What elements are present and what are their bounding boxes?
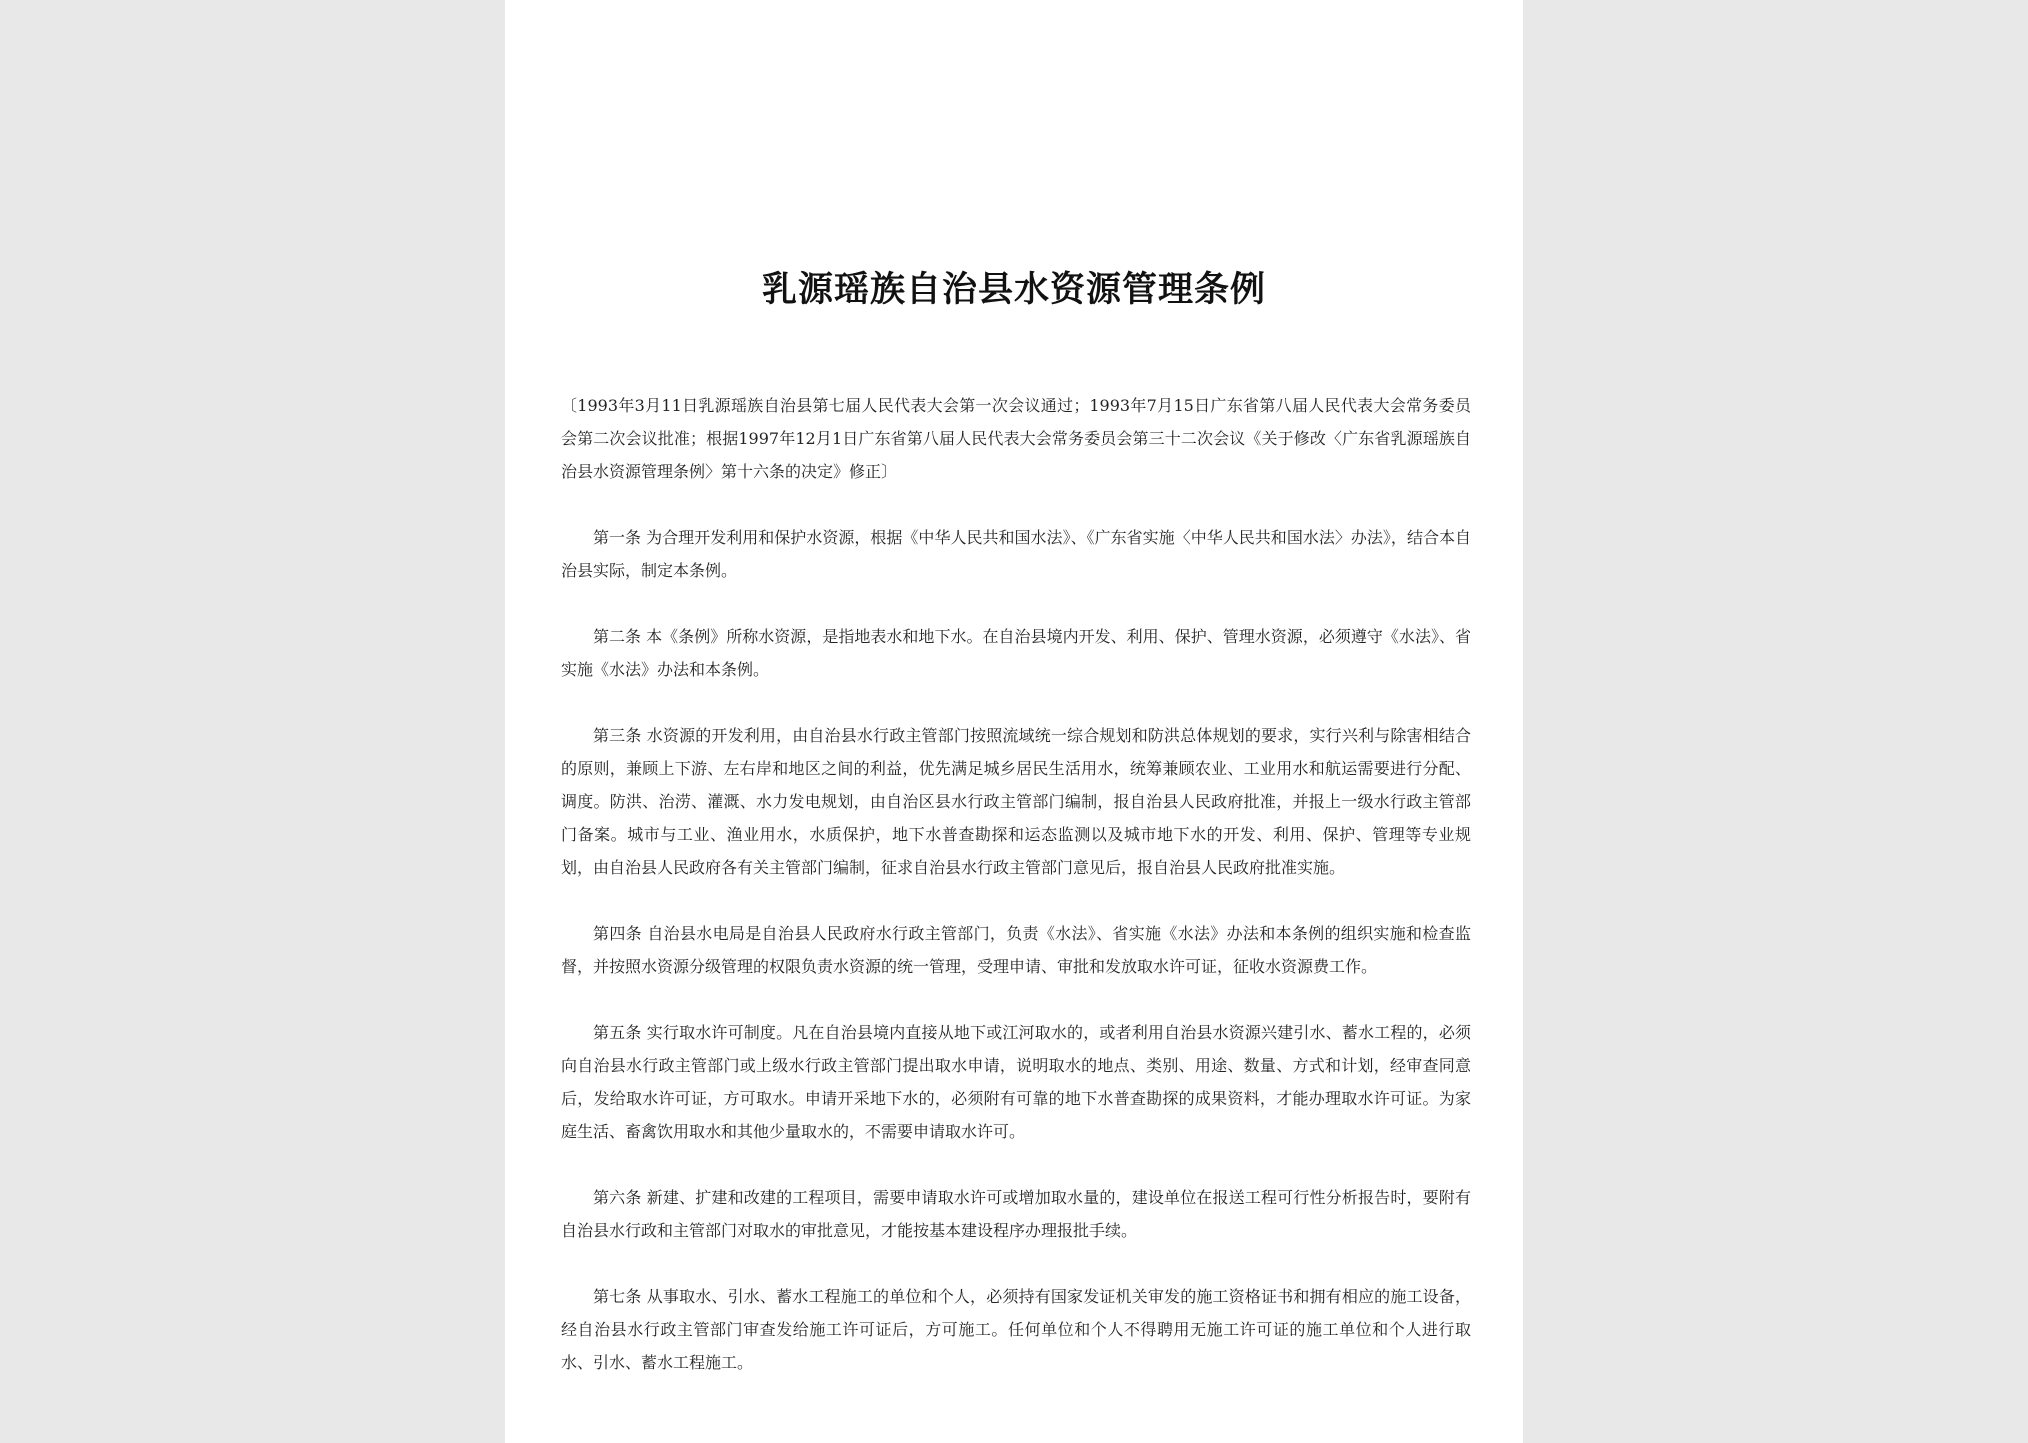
article-3: 第三条 水资源的开发利用，由自治县水行政主管部门按照流域统一综合规划和防洪总体规划的要求，实行兴利与除害相结合的原则，兼顾上下游、左右岸和地区之间的利益，优先满足城乡居民生活用水，统筹兼顾农业、工业用水和航运需要进行分配、调度。防洪、治涝、灌溉、水力发电规划，由自治区县水行政主管部门编制，报自治县人民政府批准，并报上一级水行政主管部门备案。城市与工业、渔业用水，水质保护，地下水普查勘探和运态监测以及城市地下水的开发、利用、保护、管理等专业规划，由自治县人民政府各有关主管部门编制，征求自治县水行政主管部门意见后，报自治县人民政府批准实施。 [561, 726, 1471, 877]
document-body [561, 389, 1471, 1412]
preamble: 〔1993年3月11日乳源瑶族自治县第七届人民代表大会第一次会议通过；1993年7月15日广东省第八届人民代表大会常务委员会第二次会议批准；根据1997年12月1日广东省第八届人民代表大会常务委员会第三十二次会议《关于修改〈广东省乳源瑶族自治县水资源管理条例〉第十六条的决定》修正〕 [561, 396, 1471, 481]
article-2: 第二条 本《条例》所称水资源，是指地表水和地下水。在自治县境内开发、利用、保护、管理水资源，必须遵守《水法》、省实施《水法》办法和本条例。 [561, 627, 1471, 679]
document-title: 乳源瑶族自治县水资源管理条例 [761, 270, 1266, 310]
article-5: 第五条 实行取水许可制度。凡在自治县境内直接从地下或江河取水的，或者利用自治县水资源兴建引水、蓄水工程的，必须向自治县水行政主管部门或上级水行政主管部门提出取水申请，说明取水的地点、类别、用途、数量、方式和计划，经审查同意后，发给取水许可证，方可取水。申请开采地下水的，必须附有可靠的地下水普查勘探的成果资料，才能办理取水许可证。为家庭生活、畜禽饮用取水和其他少量取水的，不需要申请取水许可。 [561, 1023, 1471, 1141]
article-6: 第六条 新建、扩建和改建的工程项目，需要申请取水许可或增加取水量的，建设单位在报送工程可行性分析报告时，要附有自治县水行政和主管部门对取水的审批意见，才能按基本建设程序办理报批手续。 [561, 1188, 1471, 1240]
article-1: 第一条 为合理开发利用和保护水资源，根据《中华人民共和国水法》、《广东省实施〈中华人民共和国水法〉办法》，结合本自治县实际，制定本条例。 [561, 528, 1471, 580]
document-page [505, 0, 1523, 1443]
article-7: 第七条 从事取水、引水、蓄水工程施工的单位和个人，必须持有国家发证机关审发的施工资格证书和拥有相应的施工设备，经自治县水行政主管部门审查发给施工许可证后，方可施工。任何单位和个人不得聘用无施工许可证的施工单位和个人进行取水、引水、蓄水工程施工。 [561, 1287, 1471, 1372]
article-4: 第四条 自治县水电局是自治县人民政府水行政主管部门，负责《水法》、省实施《水法》办法和本条例的组织实施和检查监督，并按照水资源分级管理的权限负责水资源的统一管理，受理申请、审批和发放取水许可证，征收水资源费工作。 [561, 924, 1471, 976]
